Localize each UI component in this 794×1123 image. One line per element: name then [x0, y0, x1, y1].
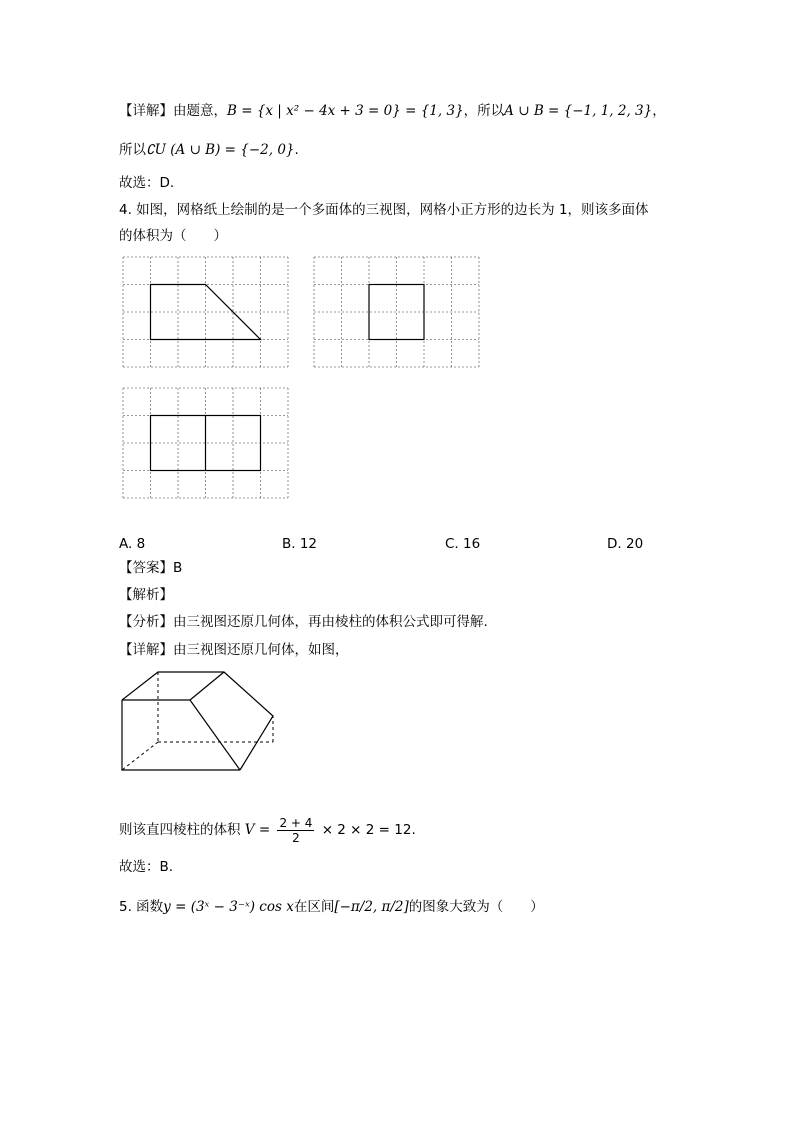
choose-d-line: 故选：D.	[119, 175, 175, 191]
detail-text-a: 由题意，	[173, 103, 227, 119]
xiangjie-text: 由三视图还原几何体，如图，	[173, 642, 349, 658]
volume-end: .	[411, 822, 416, 838]
fenxi-tag: 【分析】	[119, 614, 173, 630]
q5-text-a: 5. 函数	[119, 899, 164, 915]
option-b: B. 12	[282, 536, 318, 552]
q5-function: y = (3ˣ − 3⁻ˣ) cos x	[163, 899, 294, 915]
volume-rest: × 2 × 2 = 12	[321, 822, 412, 838]
fenxi-text: 由三视图还原几何体，再由棱柱的体积公式即可得解.	[173, 614, 488, 630]
option-c: C. 16	[445, 536, 481, 552]
complement-line	[119, 140, 299, 160]
top-view-figure	[123, 388, 289, 499]
detail-text-b: ，所以	[463, 103, 505, 119]
q5-text-c: 的图象大致为（ ）	[408, 899, 544, 915]
analysis-tag: 【解析】	[119, 587, 173, 603]
choose-b-line: 故选：B.	[119, 859, 174, 875]
xiangjie-tag: 【详解】	[119, 642, 173, 658]
complement-text: 所以	[119, 142, 146, 158]
answer-line	[119, 558, 182, 578]
set-b-formula: B = {x | x² − 4x + 3 = 0} = {1, 3}	[227, 103, 464, 119]
option-d: D. 20	[607, 536, 644, 552]
q5-interval: [−π/2, π/2]	[334, 899, 409, 915]
volume-var: V =	[244, 822, 271, 838]
detail-tag: 【详解】	[119, 103, 173, 119]
answer-tag: 【答案】	[119, 560, 173, 576]
fenxi-line	[119, 612, 488, 632]
complement-formula: ∁U (A ∪ B) = {−2, 0}	[146, 142, 295, 158]
complement-end: .	[294, 142, 299, 158]
fraction-numerator: 2 + 4	[279, 815, 313, 830]
front-view-figure	[123, 257, 289, 368]
side-view-figure	[314, 257, 480, 368]
fraction-denominator: 2	[292, 830, 300, 845]
question-5-line	[119, 897, 544, 917]
answer-value: B	[173, 560, 183, 576]
union-formula: A ∪ B = {−1, 1, 2, 3}	[504, 103, 653, 119]
q5-text-b: 在区间	[293, 899, 335, 915]
xiangjie-line	[119, 640, 349, 660]
volume-line	[119, 813, 416, 847]
prism-3d-figure	[120, 670, 276, 772]
question-4-line-1: 4. 如图，网格纸上绘制的是一个多面体的三视图，网格小正方形的边长为 1，则该多面体	[119, 202, 649, 218]
question-4-line-2: 的体积为（ ）	[119, 228, 227, 244]
volume-fraction	[277, 816, 314, 845]
volume-text: 则该直四棱柱的体积	[119, 822, 241, 838]
detail-line-1	[119, 101, 666, 121]
option-a: A. 8	[119, 536, 146, 552]
detail-text-c: ，	[652, 103, 666, 119]
